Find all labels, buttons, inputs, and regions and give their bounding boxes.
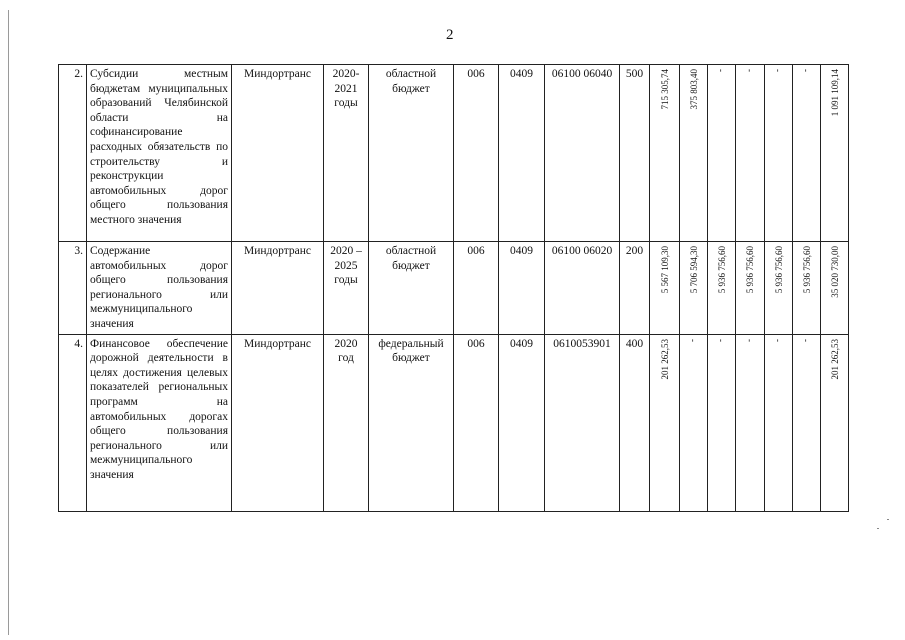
page-number: 2 (446, 27, 454, 43)
target-article-code: 06100 06040 (545, 65, 620, 242)
expense-type-code: 500 (620, 65, 650, 242)
amount-cell (680, 334, 708, 511)
amount-cell (736, 242, 765, 335)
amount-cell (680, 65, 708, 242)
total-value: 35 020 730,00 (829, 246, 840, 298)
executor: Миндортранс (232, 65, 324, 242)
total-cell (821, 242, 849, 335)
amount-value: - (688, 338, 699, 342)
amount-cell (708, 242, 736, 335)
total-cell (821, 334, 849, 511)
target-article-code: 06100 06020 (545, 242, 620, 335)
row-number: 2. (59, 65, 87, 242)
measure-name: Содержание автомобильных дорог общего пользования регионального или межмуниципального значения (87, 242, 232, 335)
expense-type-code: 200 (620, 242, 650, 335)
row-number: 3. (59, 242, 87, 335)
amount-cell (736, 334, 765, 511)
amount-cell (793, 334, 821, 511)
section-code: 0409 (499, 65, 545, 242)
scan-speck (877, 528, 879, 529)
amount-value: - (716, 338, 727, 342)
table-row (59, 334, 849, 511)
amount-value: - (773, 338, 784, 342)
funding-source: федеральный бюджет (369, 334, 454, 511)
period: 2020 – 2025 годы (324, 242, 369, 335)
amount-value: 5 567 109,30 (659, 246, 670, 294)
period: 2020 год (324, 334, 369, 511)
funding-source: областной бюджет (369, 242, 454, 335)
section-code: 0409 (499, 242, 545, 335)
scan-speck (887, 519, 889, 520)
total-value: 201 262,53 (829, 338, 840, 380)
amount-value: 375 803,40 (688, 69, 699, 110)
target-article-code: 0610053901 (545, 334, 620, 511)
amount-cell (680, 242, 708, 335)
amount-cell (650, 65, 680, 242)
amount-value: - (745, 338, 755, 342)
row-number: 4. (59, 334, 87, 511)
grbs-code: 006 (454, 65, 499, 242)
table-row (59, 65, 849, 242)
amount-cell (708, 65, 736, 242)
amount-value: - (773, 69, 784, 72)
amount-cell (650, 334, 680, 511)
amount-value: 5 936 756,60 (745, 246, 755, 294)
total-cell (821, 65, 849, 242)
total-value: 1 091 109,14 (829, 69, 840, 117)
grbs-code: 006 (454, 334, 499, 511)
amount-value: 5 936 756,60 (773, 246, 784, 294)
amount-value: - (745, 69, 755, 72)
section-code: 0409 (499, 334, 545, 511)
executor: Миндортранс (232, 334, 324, 511)
executor: Миндортранс (232, 242, 324, 335)
amount-cell (793, 65, 821, 242)
scan-edge-line (8, 10, 9, 635)
amount-cell (765, 334, 793, 511)
budget-table (58, 64, 849, 512)
grbs-code: 006 (454, 242, 499, 335)
period: 2020-2021 годы (324, 65, 369, 242)
amount-value: 5 706 594,30 (688, 246, 699, 294)
amount-cell (650, 242, 680, 335)
funding-source: областной бюджет (369, 65, 454, 242)
expense-type-code: 400 (620, 334, 650, 511)
amount-value: 5 936 756,60 (801, 246, 812, 294)
measure-name: Субсидии местным бюджетам муниципальных образований Челябинской области на софинансирование расходных обязательств по строительству и реконструкции автомобильных дорог общего пользования местного значения (87, 65, 232, 242)
amount-cell (793, 242, 821, 335)
table-row (59, 242, 849, 335)
measure-name: Финансовое обеспечение дорожной деятельности в целях достижения целевых показателей региональных программ на автомобильных дорогах общего пользования регионального или межмуниципального значения (87, 334, 232, 511)
amount-value: 5 936 756,60 (716, 246, 727, 294)
amount-cell (765, 242, 793, 335)
amount-value: 715 305,74 (659, 69, 670, 110)
amount-cell (765, 65, 793, 242)
amount-cell (708, 334, 736, 511)
amount-value: - (801, 69, 812, 72)
amount-value: - (801, 338, 812, 342)
amount-value: - (716, 69, 727, 72)
amount-value: 201 262,53 (659, 338, 670, 380)
amount-cell (736, 65, 765, 242)
